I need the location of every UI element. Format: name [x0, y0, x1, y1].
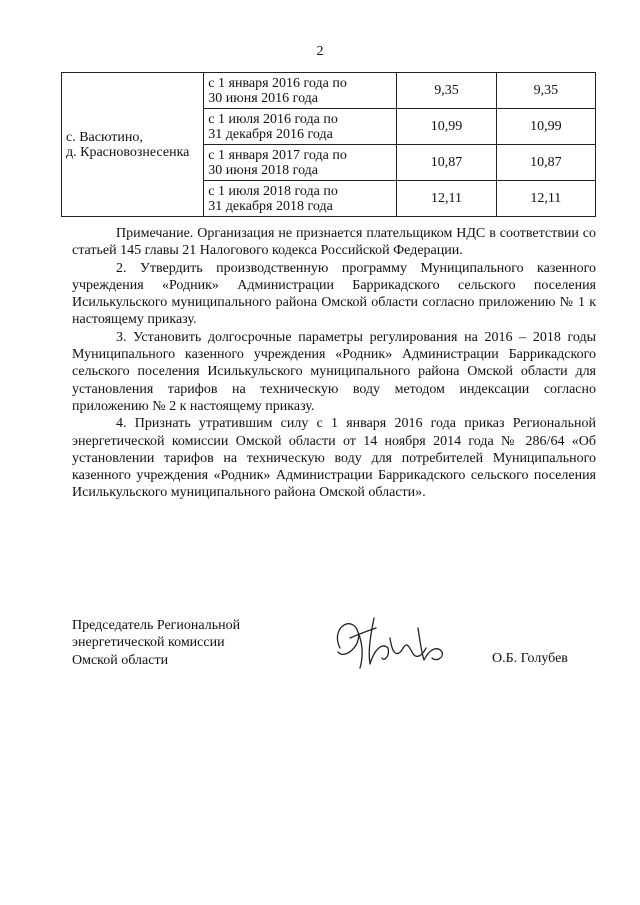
period-line: 30 июня 2016 года [208, 90, 319, 106]
locality-line: д. Красновознесенка [66, 144, 190, 160]
signatory-title-line: Омской области [72, 652, 169, 668]
value-cell: 10,99 [496, 109, 595, 145]
locality-cell [62, 73, 204, 217]
paragraph-3: 3. Установить долгосрочные параметры регулирования на 2016 – 2018 годы Муниципального казенного учреждения «Родник» Администрации Баррикадского сельского поселения Исилькульского муниципального района Омской области для установления тарифов на техническую воду методом индексации согласно приложению № 2 к настоящему приказу. [72, 329, 596, 414]
period-cell [204, 73, 397, 109]
page-number: 2 [316, 44, 324, 59]
paragraph-4: 4. Признать утратившим силу с 1 января 2016 года приказ Региональной энергетической комиссии Омской области от 14 ноября 2014 года № 286/64 «Об установлении тарифов на техническую воду для потребителей Муниципального казенного учреждения «Родник» Администрации Баррикадского сельского поселения Исилькульского муниципального района Омской области». [72, 416, 596, 501]
period-cell [204, 109, 397, 145]
body-text [72, 225, 596, 502]
paragraph-2: 2. Утвердить производственную программу Муниципального казенного учреждения «Родник» Администрации Баррикадского сельского поселения Исилькульского муниципального района Омской области согласно приложению № 1 к настоящему приказу. [72, 260, 596, 328]
note-paragraph: Примечание. Организация не признается плательщиком НДС в соответствии со статьей 145 главы 21 Налогового кодекса Российской Федерации. [72, 226, 596, 259]
value-cell: 9,35 [397, 73, 496, 109]
period-line: с 1 января 2016 года по [208, 75, 347, 91]
period-cell [204, 181, 397, 217]
period-line: с 1 июля 2016 года по [208, 111, 338, 127]
handwritten-signature [318, 608, 468, 678]
value-cell: 12,11 [496, 181, 595, 217]
signatory-title-line: энергетической комиссии [72, 635, 225, 651]
signer-name: О.Б. Голубев [492, 651, 568, 666]
period-line: 31 декабря 2016 года [208, 126, 333, 142]
value-cell: 12,11 [397, 181, 496, 217]
value-cell: 10,87 [496, 145, 595, 181]
period-line: с 1 января 2017 года по [208, 147, 347, 163]
tariff-table [61, 72, 596, 217]
period-line: 30 июня 2018 года [208, 162, 319, 178]
period-line: с 1 июля 2018 года по [208, 183, 338, 199]
signatory-title [72, 617, 240, 669]
period-line: 31 декабря 2018 года [208, 198, 333, 214]
value-cell: 10,87 [397, 145, 496, 181]
signatory-title-line: Председатель Региональной [72, 618, 241, 633]
value-cell: 10,99 [397, 109, 496, 145]
table-row [62, 73, 596, 109]
value-cell: 9,35 [496, 73, 595, 109]
locality-line: с. Васютино, [66, 129, 143, 145]
period-cell [204, 145, 397, 181]
